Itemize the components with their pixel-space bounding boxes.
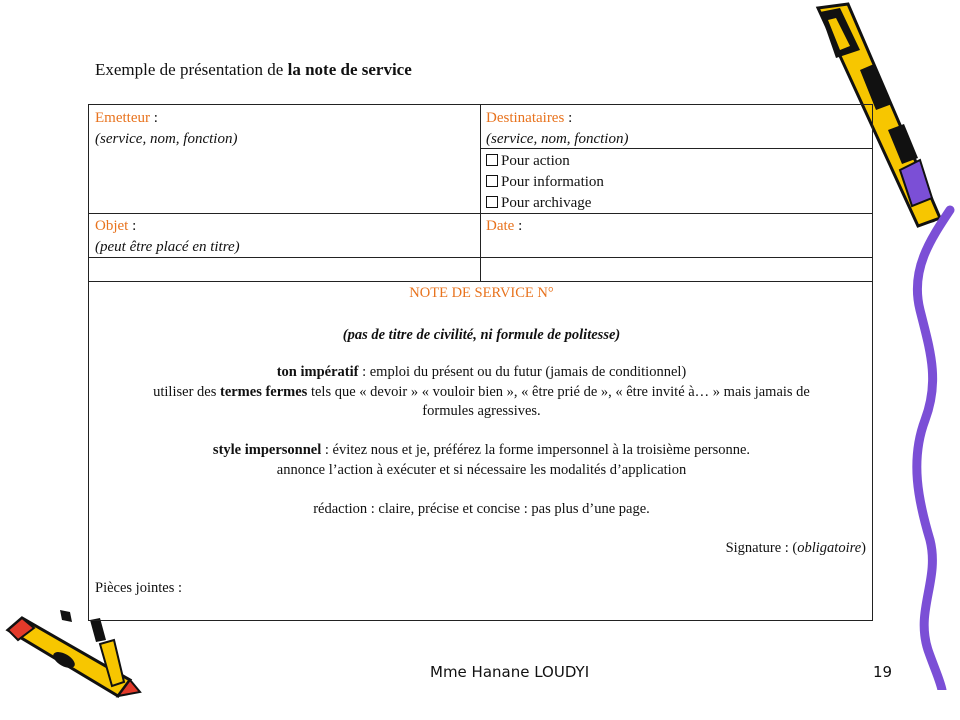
objet-field: Objet : (peut être placé en titre) [95, 216, 240, 258]
option-pour-information: Pour information [486, 172, 604, 193]
footer-author: Mme Hanane LOUDYI [430, 663, 590, 681]
document-title: Exemple de présentation de la note de service [95, 60, 412, 79]
emetteur-hint: (service, nom, fonction) [95, 131, 238, 147]
date-field: Date : [486, 218, 523, 234]
row-divider [89, 281, 873, 282]
body-line: style impersonnel : évitez nous et je, préférez la forme impersonnel à la troisième personne. [212, 442, 751, 458]
purple-scribble [917, 210, 950, 690]
emetteur-label: Emetteur [95, 110, 150, 126]
body-line: annonce l’action à exécuter et si nécessaire les modalités d’application [276, 462, 687, 478]
option-pour-archivage: Pour archivage [486, 193, 604, 214]
checkbox-icon [486, 175, 498, 187]
note-form [88, 104, 873, 621]
destinataires-options [486, 151, 604, 214]
pieces-jointes: Pièces jointes : [95, 580, 182, 596]
objet-label: Objet [95, 218, 129, 234]
note-title: NOTE DE SERVICE N° [409, 285, 554, 301]
footer-page-number: 19 [873, 663, 893, 681]
emetteur-field: Emetteur : (service, nom, fonction) [95, 108, 237, 150]
body-line: utiliser des termes fermes tels que « devoir » « vouloir bien », « être prié de », « être invité à… » mais jamais de [153, 384, 810, 400]
objet-hint: (peut être placé en titre) [95, 239, 240, 255]
column-divider [480, 105, 481, 281]
body-line: formules agressives. [422, 403, 541, 419]
destinataires-field: Destinataires : (service, nom, fonction) [486, 108, 628, 150]
body-line: ton impératif : emploi du présent ou du futur (jamais de conditionnel) [276, 364, 687, 380]
option-pour-action: Pour action [486, 151, 604, 172]
checkbox-icon [486, 196, 498, 208]
signature-line: Signature : (obligatoire) [725, 540, 866, 556]
row-divider [89, 213, 873, 214]
note-subtitle: (pas de titre de civilité, ni formule de politesse) [342, 327, 621, 343]
destinataires-label: Destinataires [486, 110, 565, 126]
date-label: Date [486, 218, 515, 234]
body-line: rédaction : claire, précise et concise : pas plus d’une page. [313, 501, 650, 517]
destinataires-hint: (service, nom, fonction) [486, 131, 629, 147]
checkbox-icon [486, 154, 498, 166]
